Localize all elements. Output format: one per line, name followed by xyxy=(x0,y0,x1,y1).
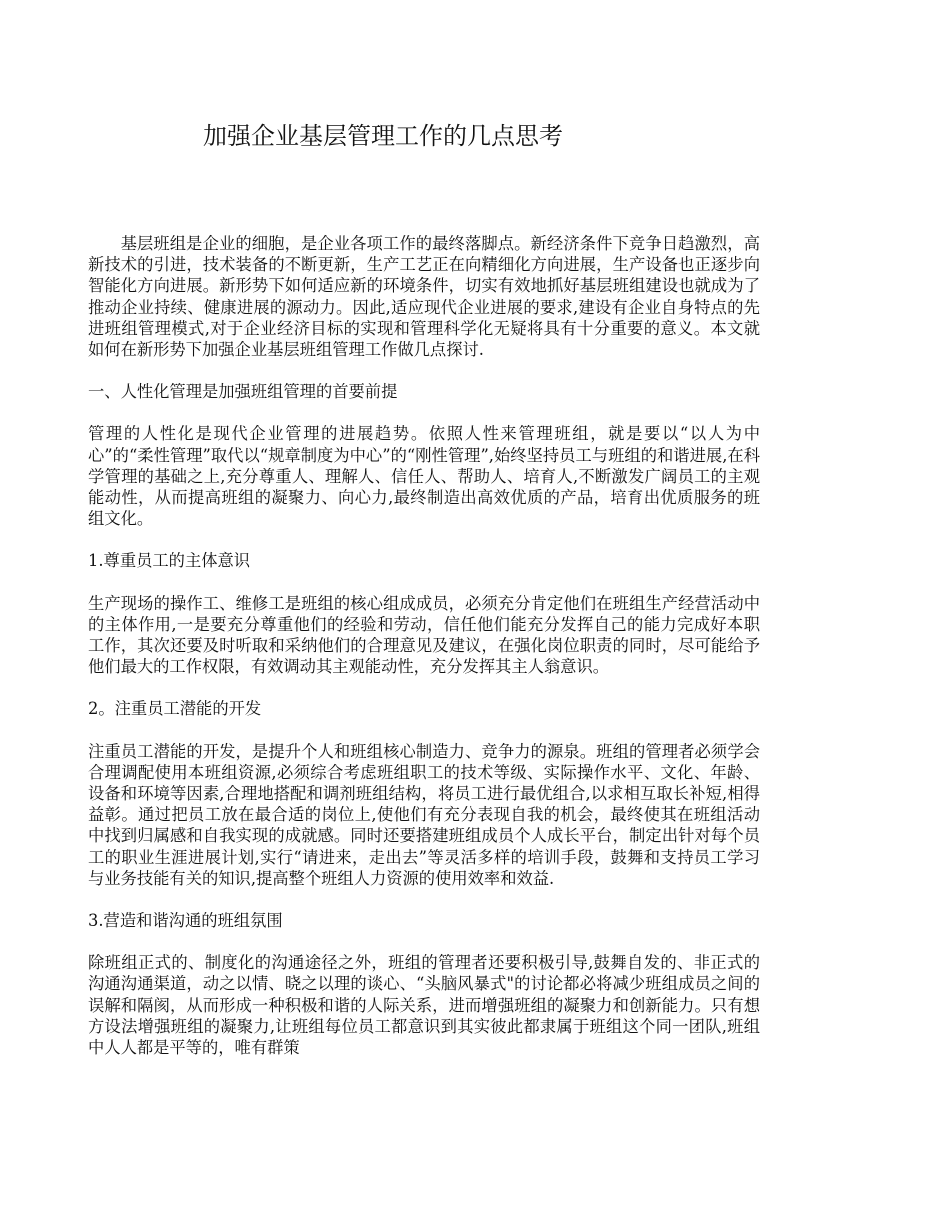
subsection-1-paragraph: 生产现场的操作工、维修工是班组的核心组成成员，必须充分肯定他们在班组生产经营活动中的主体作用,一是要充分尊重他们的经验和劳动，信任他们能充分发挥自己的能力完成好本职工作，其次还要及时听取和采纳他们的合理意见及建议，在强化岗位职责的同时，尽可能给予他们最大的工作权限，有效调动其主观能动性，充分发挥其主人翁意识。 xyxy=(88,593,760,677)
intro-paragraph: 基层班组是企业的细胞，是企业各项工作的最终落脚点。新经济条件下竞争日趋激烈，高新技术的引进，技术装备的不断更新，生产工艺正在向精细化方向进展，生产设备也正逐步向智能化方向进展。新形势下如何适应新的环境条件，切实有效地抓好基层班组建设也就成为了推动企业持续、健康进展的源动力。因此,适应现代企业进展的要求,建设有企业自身特点的先进班组管理模式,对于企业经济目标的实现和管理科学化无疑将具有十分重要的意义。本文就如何在新形势下加强企业基层班组管理工作做几点探讨. xyxy=(88,234,760,360)
section-1-paragraph: 管理的人性化是现代企业管理的进展趋势。依照人性来管理班组，就是要以“以人为中心”的“柔性管理”取代以“规章制度为中心”的“刚性管理”,始终坚持员工与班组的和谐进展,在科学管理的基础之上,充分尊重人、理解人、信任人、帮助人、培育人,不断激发广阔员工的主观能动性，从而提高班组的凝聚力、向心力,最终制造出高效优质的产品，培育出优质服务的班组文化。 xyxy=(88,424,760,529)
subsection-heading-2: 2。注重员工潜能的开发 xyxy=(88,699,262,719)
document-title: 加强企业基层管理工作的几点思考 xyxy=(203,122,563,150)
subsection-2-paragraph: 注重员工潜能的开发，是提升个人和班组核心制造力、竞争力的源泉。班组的管理者必须学会合理调配使用本班组资源,必须综合考虑班组职工的技术等级、实际操作水平、文化、年龄、设备和环境等因素,合理地搭配和调剂班组结构，将员工进行最优组合,以求相互取长补短,相得益彰。通过把员工放在最合适的岗位上,使他们有充分表现自我的机会，最终使其在班组活动中找到归属感和自我实现的成就感。同时还要搭建班组成员个人成长平台，制定出针对每个员工的职业生涯进展计划,实行“请进来，走出去”等灵活多样的培训手段，鼓舞和支持员工学习与业务技能有关的知识,提高整个班组人力资源的使用效率和效益. xyxy=(88,741,760,888)
subsection-heading-1: 1.尊重员工的主体意识 xyxy=(88,551,251,571)
document-body xyxy=(88,233,760,1058)
section-heading-1: 一、人性化管理是加强班组管理的首要前提 xyxy=(88,382,398,402)
subsection-heading-3: 3.营造和谐沟通的班组氛围 xyxy=(88,911,283,931)
subsection-3-paragraph: 除班组正式的、制度化的沟通途径之外，班组的管理者还要积极引导,鼓舞自发的、非正式的沟通沟通渠道，动之以情、晓之以理的谈心、“头脑风暴式"的讨论都必将减少班组成员之间的误解和隔阂，从而形成一种积极和谐的人际关系，进而增强班组的凝聚力和创新能力。只有想方设法增强班组的凝聚力,让班组每位员工都意识到其实彼此都隶属于班组这个同一团队,班组中人人都是平等的，唯有群策 xyxy=(88,953,760,1058)
